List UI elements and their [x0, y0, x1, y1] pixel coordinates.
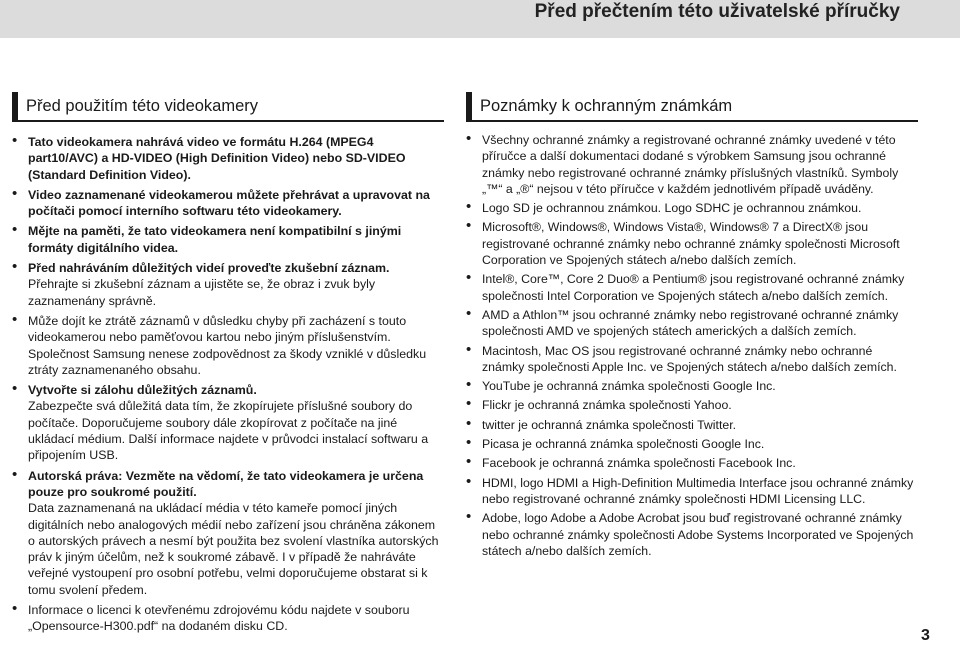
list-item: • Adobe, logo Adobe a Adobe Acrobat jsou buď registrované ochranné známky nebo ochranné známky společnosti Adobe Systems Incorporated ve Spojených státech a/nebo dalších zemích.: [466, 510, 918, 559]
section-heading-before-use: Před použitím této videokamery: [12, 92, 444, 120]
list-item: • Může dojít ke ztrátě záznamů v důsledku chyby při zacházení s touto videokamerou nebo paměťovou kartou nebo jiným příslušenstvím. Společnost Samsung nenese zodpovědnost za škody vzniklé v důsledku ztráty zaznamenaného obsahu.: [12, 313, 444, 378]
right-column: [466, 92, 918, 562]
list-item: • HDMI, logo HDMI a High-Definition Multimedia Interface jsou ochranné známky nebo registrované ochranné známky společnosti HDMI Licensing LLC.: [466, 475, 918, 508]
page-number: 3: [921, 627, 930, 644]
list-item: • Vytvořte si zálohu důležitých záznamů. Zabezpečte svá důležitá data tím, že zkopírujete příslušné soubory do počítače. Doporučujeme soubory dále zkopírovat z počítače na jiné ukládací médium. Další informace najdete v průvodci instalací softwaru a připojením USB.: [12, 382, 444, 463]
trademarks-list: [466, 132, 918, 559]
list-item: • Facebook je ochranná známka společnosti Facebook Inc.: [466, 455, 918, 471]
before-use-list: [12, 134, 444, 635]
list-item: • Flickr je ochranná známka společnosti Yahoo.: [466, 397, 918, 413]
list-item: • Mějte na paměti, že tato videokamera není kompatibilní s jinými formáty digitálního videa.: [12, 223, 444, 256]
page-header-title: Před přečtením této uživatelské příručky: [534, 1, 900, 22]
list-item: • Macintosh, Mac OS jsou registrované ochranné známky nebo ochranné známky společnosti Apple Inc. ve Spojených státech a/nebo dalších zemích.: [466, 343, 918, 376]
list-item: • twitter je ochranná známka společnosti Twitter.: [466, 417, 918, 433]
list-item: • Microsoft®, Windows®, Windows Vista®, Windows® 7 a DirectX® jsou registrované ochranné známky nebo ochranné známky společnosti Microsoft Corporation ve Spojených státech a/nebo dalších zemích.: [466, 219, 918, 268]
left-column: [12, 92, 444, 639]
list-item: • Před nahráváním důležitých videí proveďte zkušební záznam. Přehrajte si zkušební záznam a ujistěte se, že obraz i zvuk byly zaznamenány správně.: [12, 260, 444, 309]
list-item: • Všechny ochranné známky a registrované ochranné známky uvedené v této příručce a další dokumentaci dodané s výrobkem Samsung jsou ochranné známky nebo registrované ochranné známky příslušných vlastníků. Symboly „™“ a „®“ nejsou v této příručce v každém jednotlivém případě uváděny.: [466, 132, 918, 197]
list-item: • YouTube je ochranná známka společnosti Google Inc.: [466, 378, 918, 394]
list-item: • AMD a Athlon™ jsou ochranné známky nebo registrované ochranné známky společnosti AMD ve spojených státech amerických a dalších zemích.: [466, 307, 918, 340]
list-item: • Intel®, Core™, Core 2 Duo® a Pentium® jsou registrované ochranné známky společnosti Intel Corporation ve Spojených státech a/nebo dalších zemích.: [466, 271, 918, 304]
list-item: • Autorská práva: Vezměte na vědomí, že tato videokamera je určena pouze pro soukromé použití. Data zaznamenaná na ukládací média v této kameře pomocí jiných digitálních nebo analogových médií nebo zařízení jsou chráněna zákonem o autorských právech a nesmí být použita bez svolení vlastníka autorských práv k jiným účelům, než k soukromé zábavě. I v případě že nahráváte veřejné vystoupení pro osobní potřebu, velmi doporučujeme obstarat si k tomu svolení předem.: [12, 468, 444, 598]
list-item: • Tato videokamera nahrává video ve formátu H.264 (MPEG4 part10/AVC) a HD-VIDEO (High Definition Video) nebo SD-VIDEO (Standard Definition Video).: [12, 134, 444, 183]
list-item: • Video zaznamenané videokamerou můžete přehrávat a upravovat na počítači pomocí interního softwaru této videokamery.: [12, 187, 444, 220]
list-item: • Logo SD je ochrannou známkou. Logo SDHC je ochrannou známkou.: [466, 200, 918, 216]
header-bar: [0, 0, 960, 38]
section-heading-trademarks: Poznámky k ochranným známkám: [466, 92, 918, 120]
list-item: • Picasa je ochranná známka společnosti Google Inc.: [466, 436, 918, 452]
list-item: • Informace o licenci k otevřenému zdrojovému kódu najdete v souboru „Opensource-H300.pdf“ na dodaném disku CD.: [12, 602, 444, 635]
